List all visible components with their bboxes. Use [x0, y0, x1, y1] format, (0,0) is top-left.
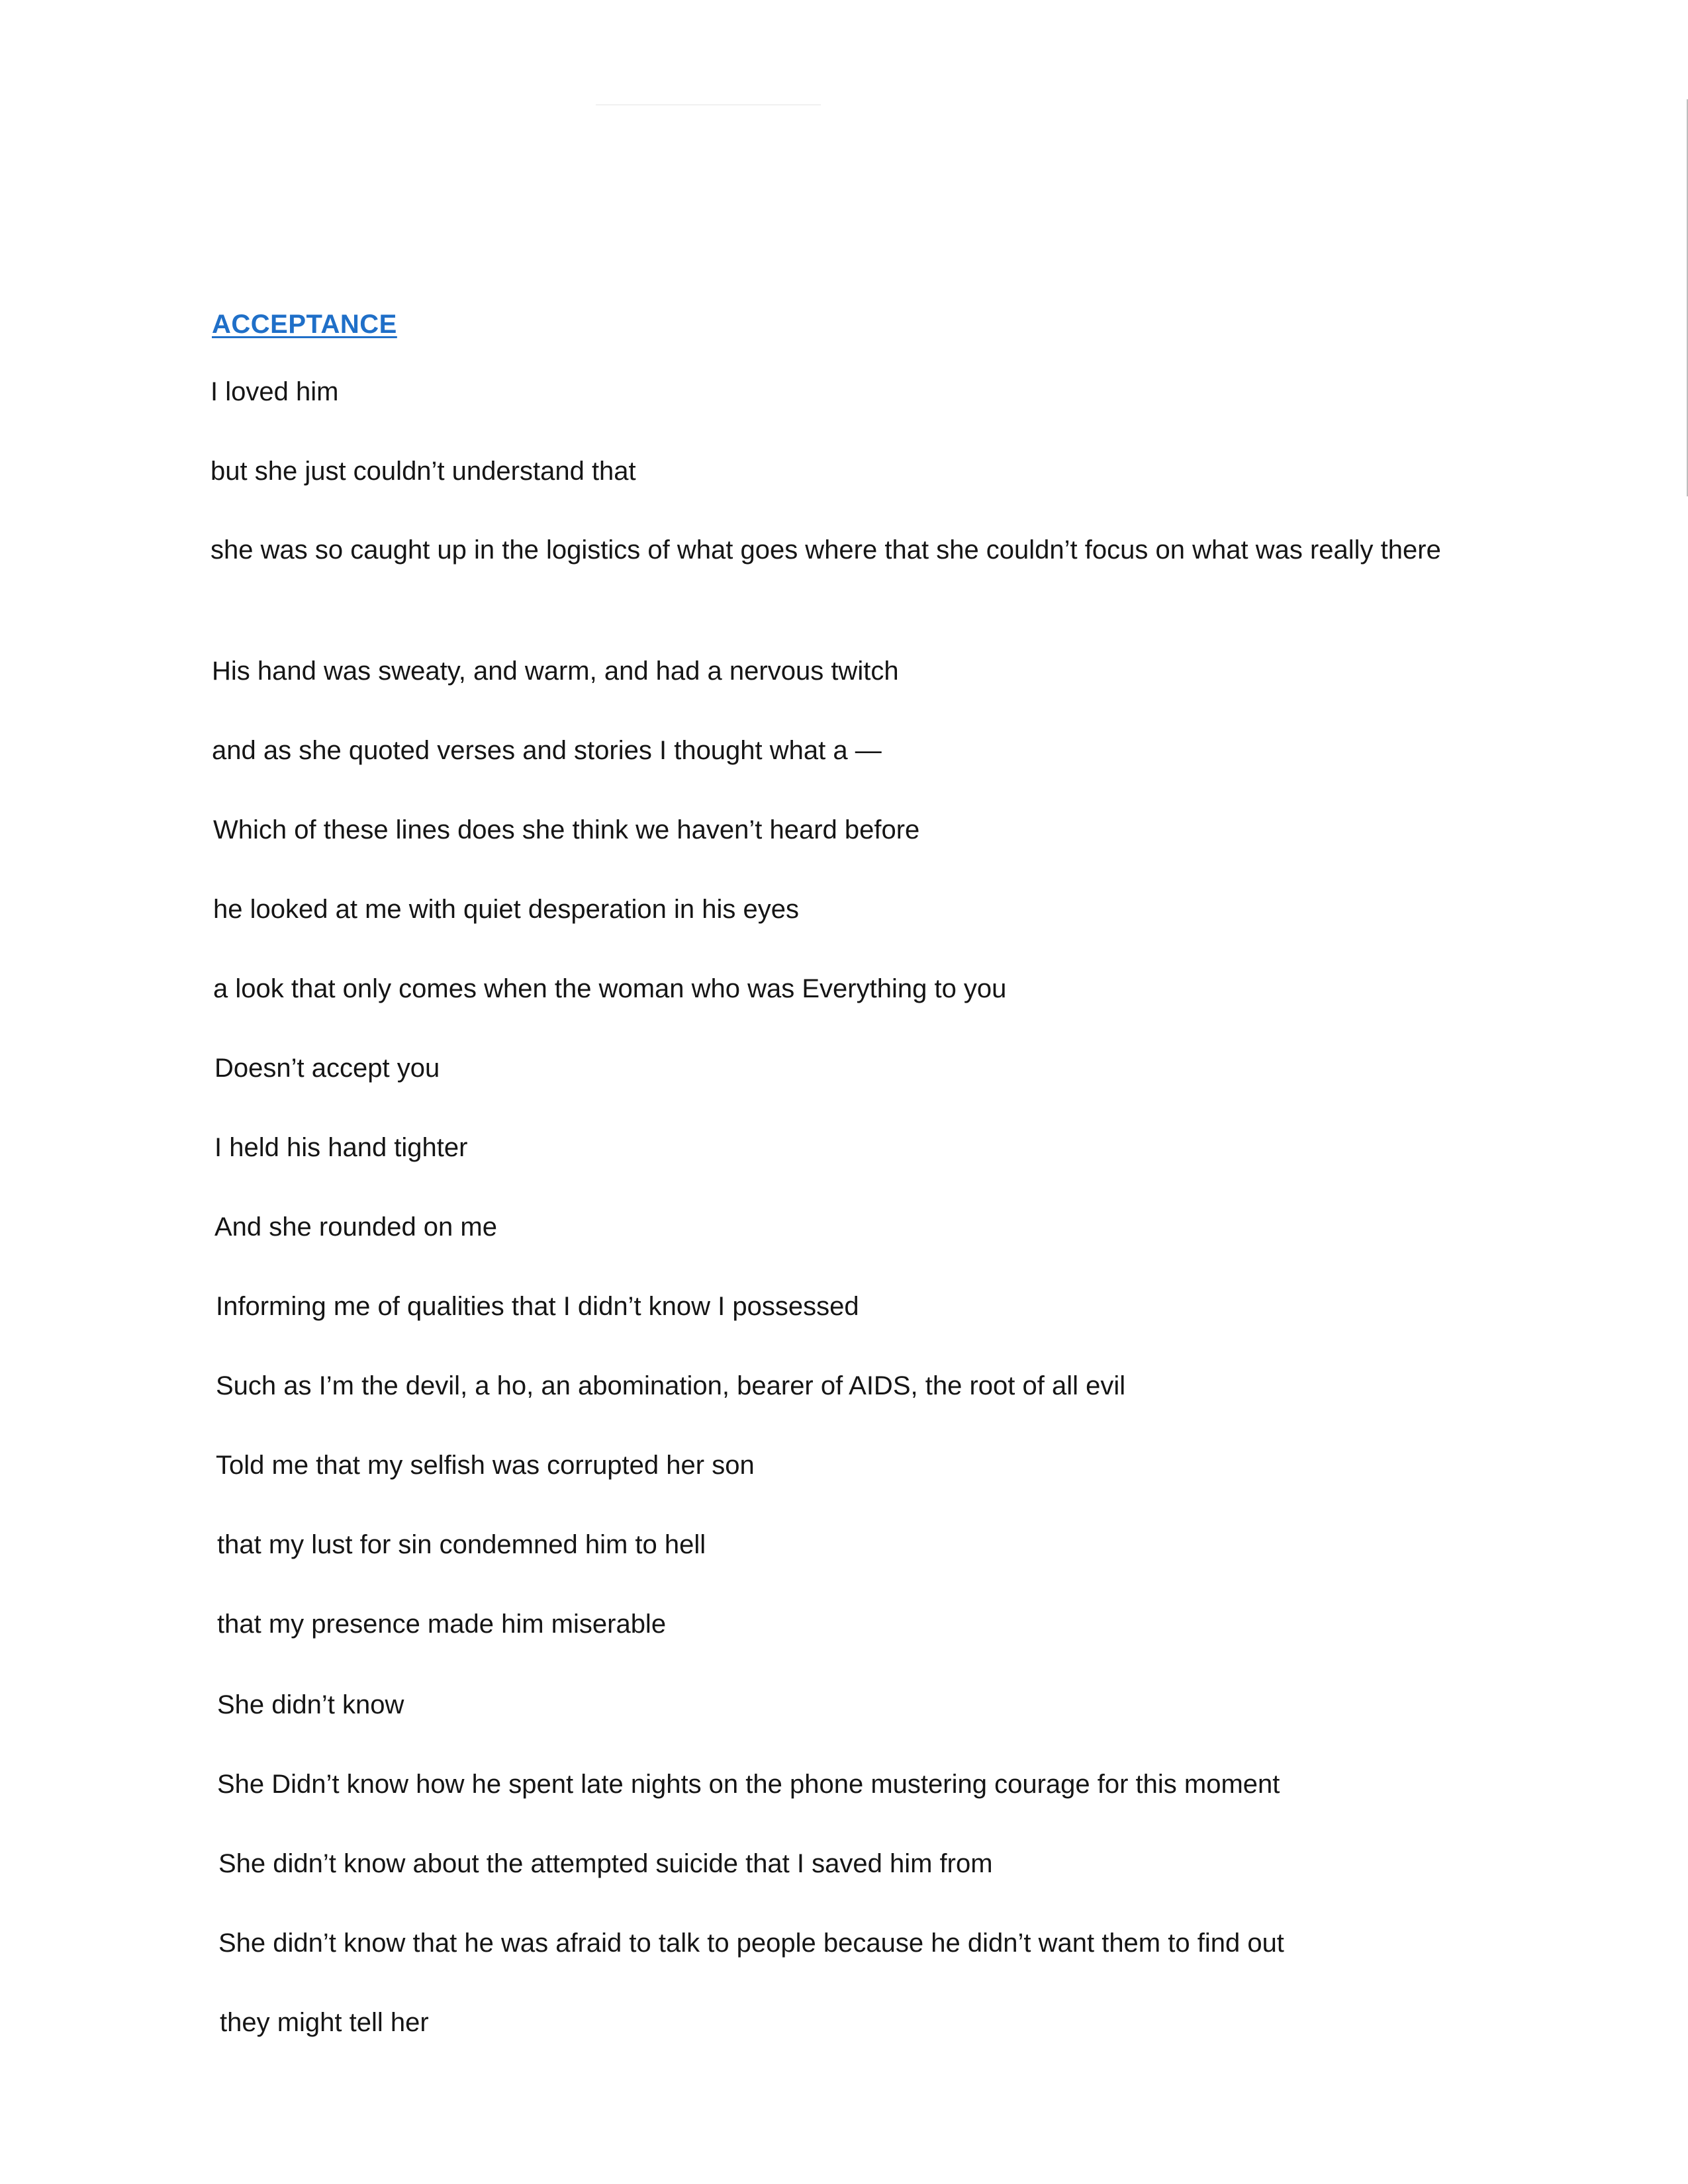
poem-line-11: And she rounded on me	[214, 1212, 497, 1242]
poem-line-9: Doesn’t accept you	[214, 1054, 440, 1083]
poem-line-13: Such as I’m the devil, a ho, an abomination, bearer of AIDS, the root of all evil	[216, 1371, 1126, 1400]
poem-line-19: She didn’t know about the attempted suicide that I saved him from	[218, 1849, 993, 1878]
poem-line-12: Informing me of qualities that I didn’t know I possessed	[216, 1292, 859, 1321]
poem-line-17: She didn’t know	[217, 1690, 404, 1719]
poem-line-10: I held his hand tighter	[214, 1133, 468, 1162]
poem-line-7: he looked at me with quiet desperation in his eyes	[213, 895, 799, 924]
poem-line-20: She didn’t know that he was afraid to talk to people because he didn’t want them to find out	[218, 1929, 1284, 1958]
poem-line-5: and as she quoted verses and stories I thought what a —	[212, 736, 882, 765]
poem-line-21: they might tell her	[220, 2008, 429, 2037]
poem-line-16: that my presence made him miserable	[217, 1610, 667, 1639]
poem-line-8: a look that only comes when the woman who was Everything to you	[213, 974, 1007, 1003]
poem-line-1: I loved him	[211, 377, 339, 406]
poem-line-3: she was so caught up in the logistics of what goes where that she couldn’t focus on what was really there	[211, 535, 1441, 565]
poem-line-2: but she just couldn’t understand that	[211, 457, 636, 486]
poem-line-4: His hand was sweaty, and warm, and had a nervous twitch	[212, 657, 899, 686]
poem-line-14: Told me that my selfish was corrupted her son	[216, 1451, 755, 1480]
poem-title: ACCEPTANCE	[212, 310, 397, 339]
poem-line-18: She Didn’t know how he spent late nights on the phone mustering courage for this moment	[217, 1770, 1280, 1799]
poem-line-6: Which of these lines does she think we haven’t heard before	[213, 815, 920, 844]
poem-line-15: that my lust for sin condemned him to hell	[217, 1530, 706, 1559]
